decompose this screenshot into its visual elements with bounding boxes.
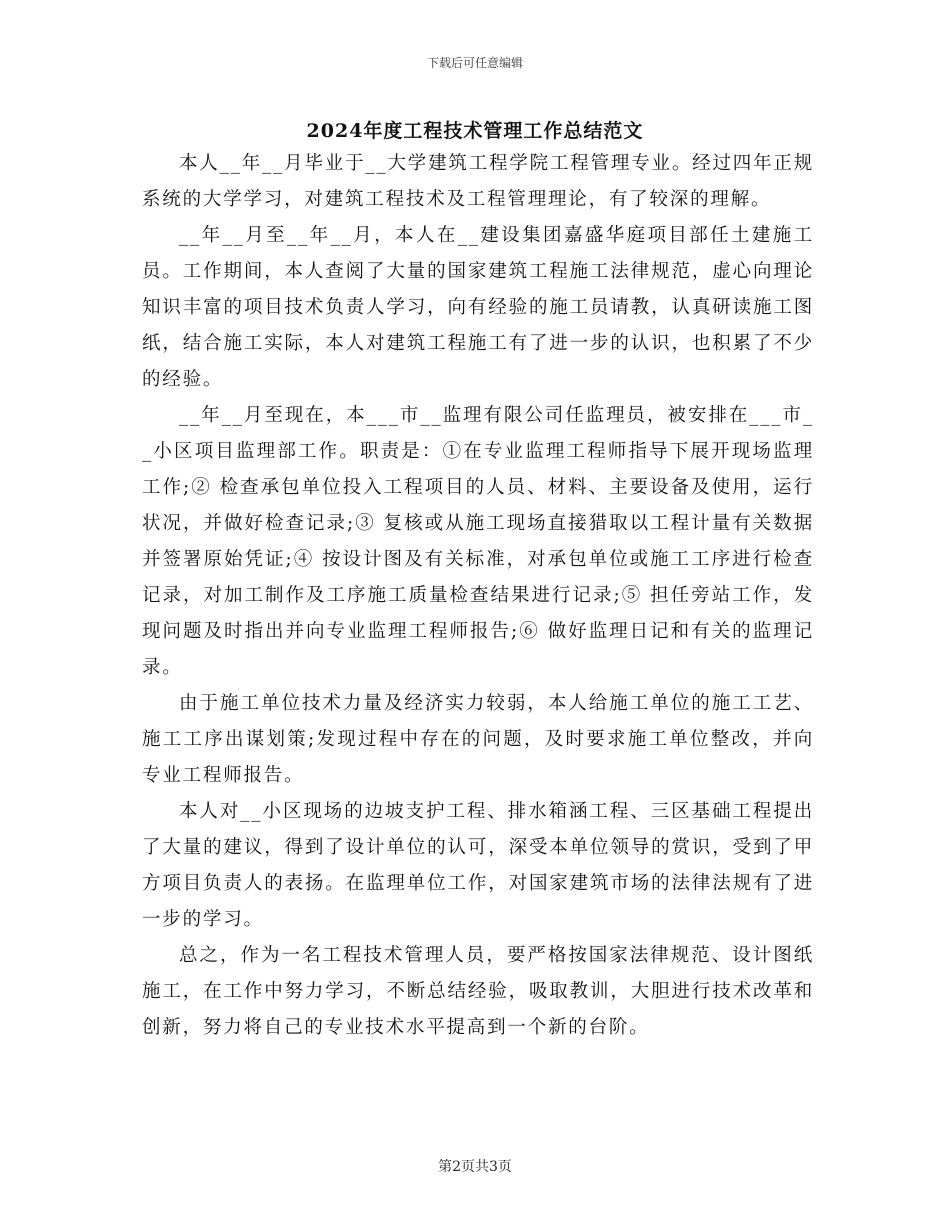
paragraph-construction-work: __年__月至__年__月，本人在__建设集团嘉盛华庭项目部任土建施工员。工作期间，本人查阅了大量的国家建筑工程施工法律规范，虚心向理论知识丰富的项目技术负责人学习，向有经验的施工员请教，认真研读施工图纸，结合施工实际，本人对建筑工程施工有了进一步的认识，也积累了不少的经验。 bbox=[142, 225, 814, 390]
document-body bbox=[142, 146, 814, 1046]
document-title: 2024年度工程技术管理工作总结范文 bbox=[306, 120, 644, 142]
paragraph-conclusion: 总之，作为一名工程技术管理人员，要严格按国家法律规范、设计图纸施工，在工作中努力学习，不断总结经验，吸取教训，大胆进行技术改革和创新，努力将自己的专业技术水平提高到一个新的台阶。 bbox=[142, 945, 814, 1038]
header-note: 下载后可任意编辑 bbox=[426, 56, 523, 70]
paragraph-supervision-duties: __年__月至现在，本___市__监理有限公司任监理员，被安排在___市__小区项目监理部工作。职责是：①在专业监理工程师指导下展开现场监理工作;② 检查承包单位投入工程项目的人员、材料、主要设备及使用，运行状况，并做好检查记录;③ 复核或从施工现场直接猎取以工程计量有关数据并签署原始凭证;④ 按设计图及有关标准，对承包单位或施工工序进行检查记录，对加工制作及工序施工质量检查结果进行记录;⑤ 担任旁站工作，发现问题及时指出并向专业监理工程师报告;⑥ 做好监理日记和有关的监理记录。 bbox=[142, 405, 814, 678]
paragraph-project-suggestions: 本人对__小区现场的边坡支护工程、排水箱涵工程、三区基础工程提出了大量的建议，得到了设计单位的认可，深受本单位领导的赏识，受到了甲方项目负责人的表扬。在监理单位工作，对国家建筑市场的法律法规有了进一步的学习。 bbox=[142, 801, 814, 930]
paragraph-contractor-support: 由于施工单位技术力量及经济实力较弱，本人给施工单位的施工工艺、施工工序出谋划策;发现过程中存在的问题，及时要求施工单位整改，并向专业工程师报告。 bbox=[142, 693, 814, 786]
paragraph-education: 本人__年__月毕业于__大学建筑工程学院工程管理专业。经过四年正规系统的大学学习，对建筑工程技术及工程管理理论，有了较深的理解。 bbox=[142, 153, 814, 210]
page-indicator: 第2页共3页 bbox=[438, 1159, 512, 1175]
